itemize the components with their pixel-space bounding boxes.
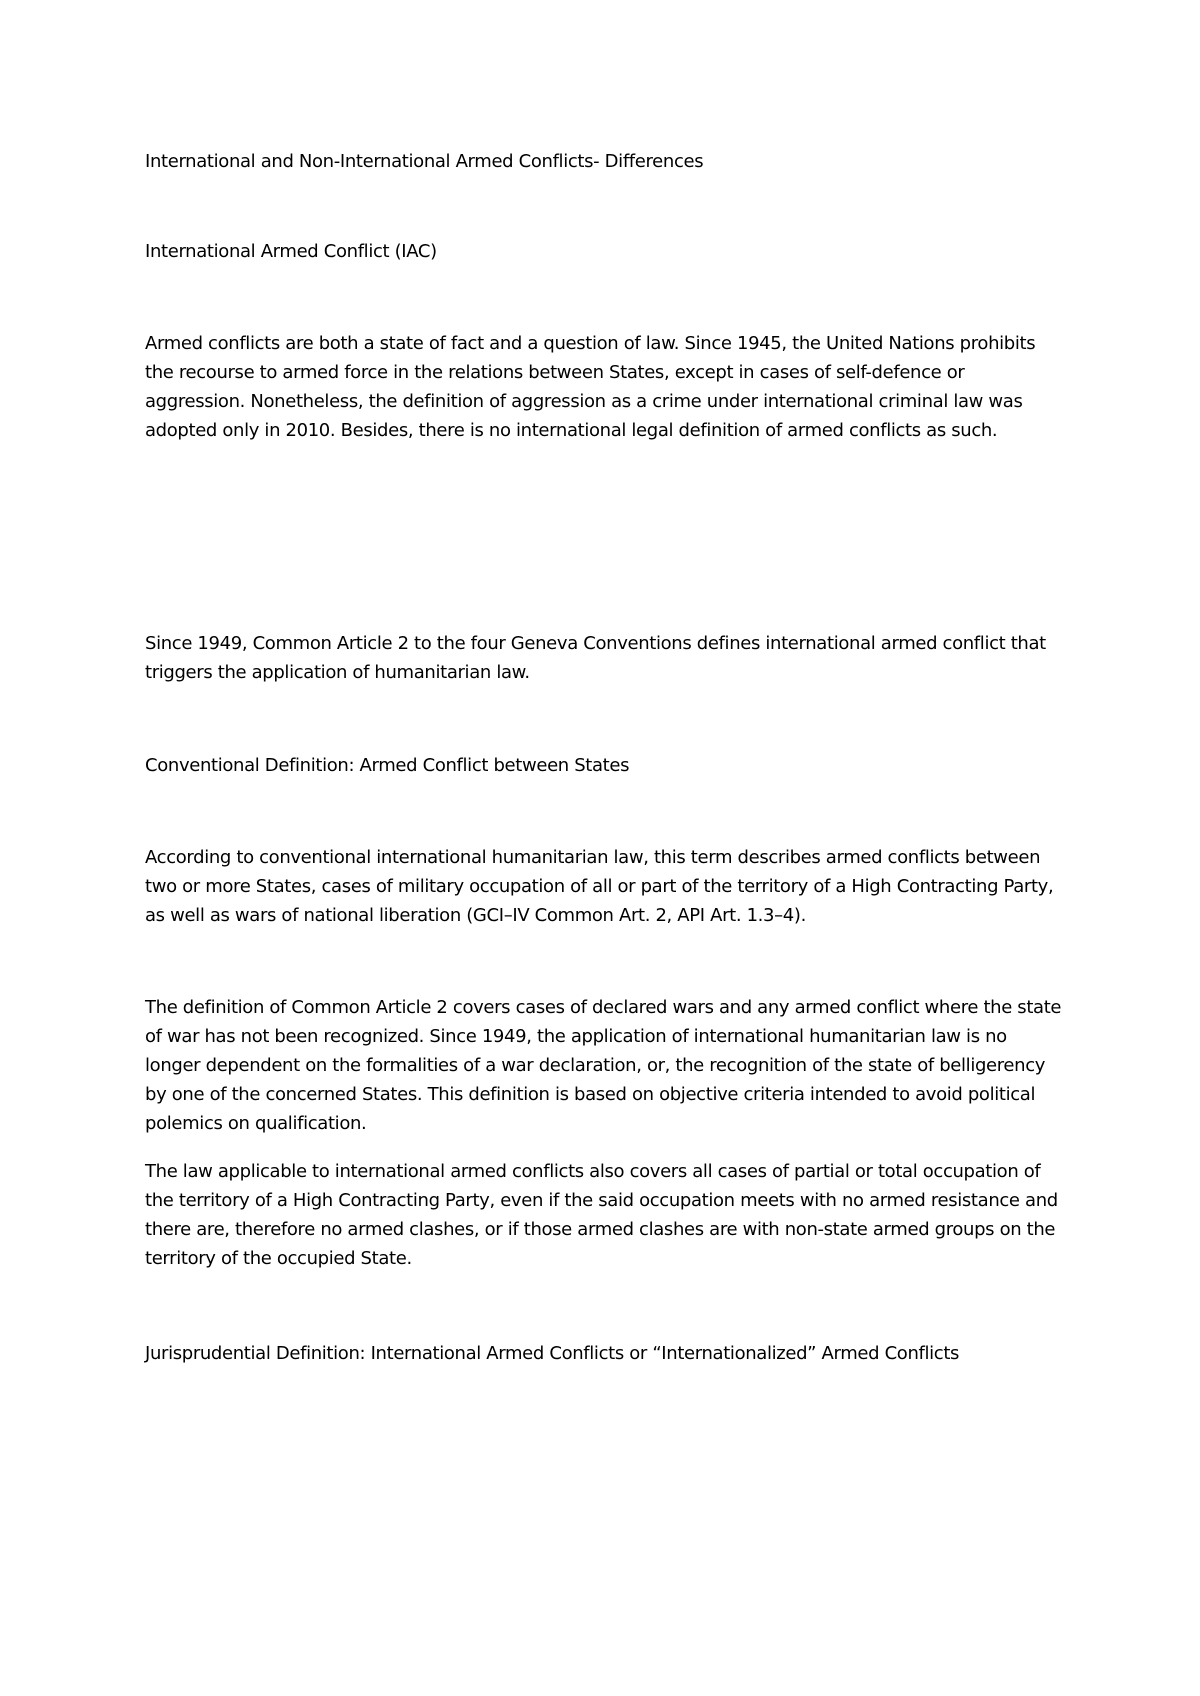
- section-heading-jurisprudential-definition: Jurisprudential Definition: International Armed Conflicts or “Internationalized” Armed Conflicts: [145, 1343, 960, 1364]
- paragraph-armed-conflicts-fact-and-law: Armed conflicts are both a state of fact and a question of law. Since 1945, the United Nations prohibits the recourse to armed force in the relations between States, except in cases of self-defence or aggression. Nonetheless, the definition of aggression as a crime under international criminal law was adopted only in 2010. Besides, there is no international legal definition of armed conflicts as such.: [145, 333, 1036, 441]
- section-heading-conventional-definition: Conventional Definition: Armed Conflict between States: [145, 755, 630, 776]
- paragraph-conventional-definition: According to conventional international humanitarian law, this term describes armed conflicts between two or more States, cases of military occupation of all or part of the territory of a High Contracting Party, as well as wars of national liberation (GCI–IV Common Art. 2, API Art. 1.3–4).: [145, 847, 1054, 926]
- document-title: International and Non-International Armed Conflicts- Differences: [145, 151, 704, 172]
- paragraph-common-article-2: Since 1949, Common Article 2 to the four Geneva Conventions defines international armed conflict that triggers the application of humanitarian law.: [145, 633, 1046, 683]
- section-heading-iac: International Armed Conflict (IAC): [145, 241, 437, 262]
- paragraph-occupation: The law applicable to international armed conflicts also covers all cases of partial or total occupation of the territory of a High Contracting Party, even if the said occupation meets with no armed resistance and there are, therefore no armed clashes, or if those armed clashes are with non-state armed groups on the territory of the occupied State.: [145, 1161, 1058, 1269]
- paragraph-declared-wars: The definition of Common Article 2 covers cases of declared wars and any armed conflict where the state of war has not been recognized. Since 1949, the application of international humanitarian law is no longer dependent on the formalities of a war declaration, or, the recognition of the state of belligerency by one of the concerned States. This definition is based on objective criteria intended to avoid political polemics on qualification.: [145, 997, 1062, 1134]
